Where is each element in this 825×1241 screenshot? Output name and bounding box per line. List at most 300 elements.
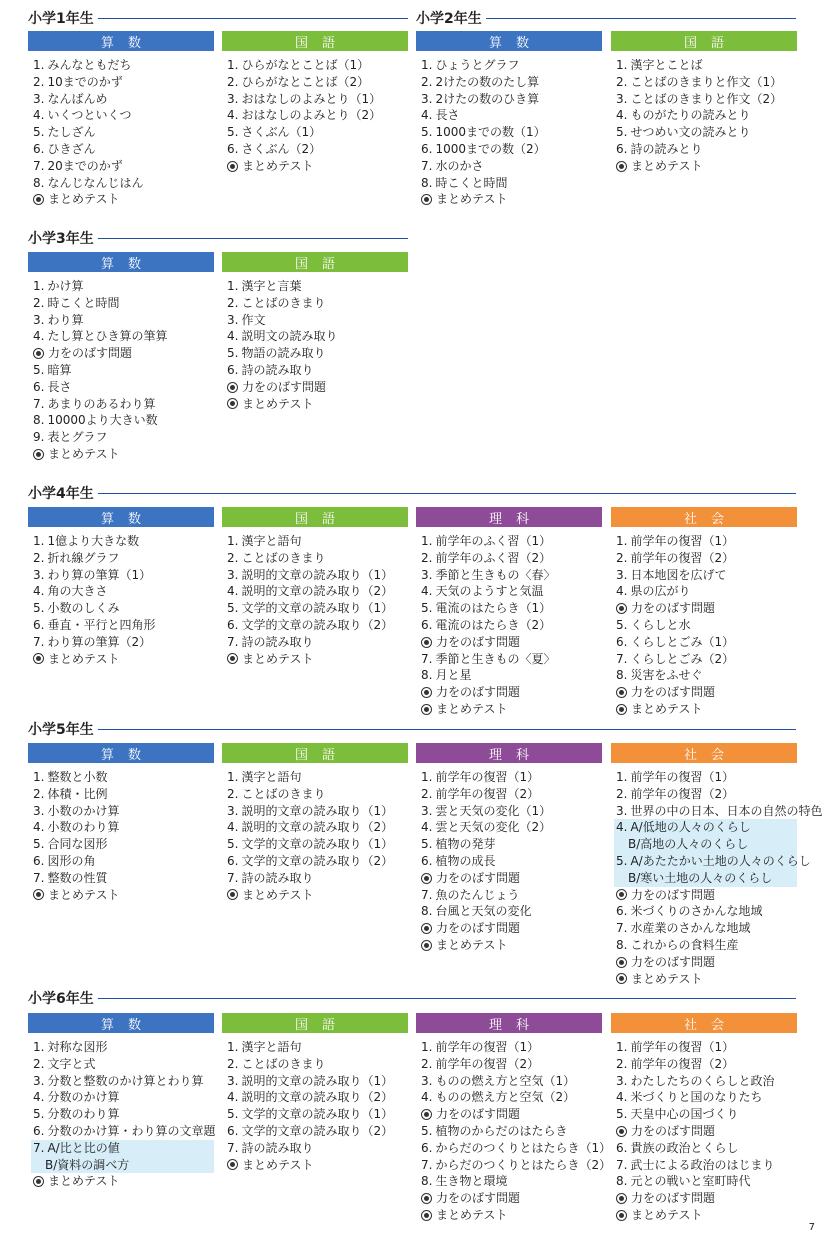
topic-item	[421, 567, 602, 584]
topic-item	[616, 937, 797, 954]
topic-label: わたしたちのくらしと政治	[630, 1073, 775, 1088]
topic-label: 時こくと時間	[435, 175, 508, 190]
japanese-header: 国語	[222, 743, 408, 763]
grade-1-title	[28, 8, 408, 28]
topic-item	[616, 1173, 797, 1190]
topic-number: 7.	[421, 158, 433, 173]
topic-item	[31, 1140, 214, 1157]
topic-item	[227, 853, 408, 870]
topic-number: 4.	[421, 820, 433, 835]
topic-item	[616, 769, 797, 786]
topic-item	[33, 278, 214, 295]
topic-label: 力をのばす問題	[48, 346, 133, 361]
topic-label: 武士による政治のはじまり	[630, 1157, 775, 1172]
topic-label: まとめテスト	[48, 887, 120, 902]
topic-label: 長さ	[435, 108, 460, 123]
topic-label: まとめテスト	[631, 158, 703, 173]
topic-label: 整数と小数	[47, 770, 108, 784]
topic-item	[33, 550, 214, 567]
grade-5-title	[28, 719, 796, 739]
topic-label: 季節と生きもの〈夏〉	[435, 651, 556, 666]
topic-label: ものの燃え方と空気（2）	[435, 1090, 576, 1105]
topic-item	[33, 887, 214, 904]
topic-item	[421, 57, 602, 74]
bullet-circle-icon	[227, 889, 238, 900]
topic-number: 1.	[33, 770, 45, 784]
topic-number: 6.	[227, 362, 239, 377]
topic-item	[227, 803, 408, 820]
topic-label: これからの食料生産	[630, 937, 739, 952]
topic-label: 文学的文章の読み取り（2）	[241, 617, 394, 632]
japanese-header: 国語	[222, 31, 408, 51]
bullet-circle-icon	[421, 687, 432, 698]
math-topic-list	[28, 57, 214, 208]
topic-label: まとめテスト	[436, 192, 508, 207]
topic-label: たし算とひき算の筆算	[47, 329, 168, 344]
topic-label: わり算	[47, 312, 84, 327]
topic-item	[227, 362, 408, 379]
topic-item	[421, 1056, 602, 1073]
topic-number: 2.	[616, 74, 628, 89]
topic-item	[33, 567, 214, 584]
bullet-circle-icon	[421, 1109, 432, 1120]
topic-item	[616, 803, 823, 820]
topic-label: ものの燃え方と空気（1）	[435, 1073, 576, 1088]
bullet-circle-icon	[421, 637, 432, 648]
bullet-circle-icon	[33, 194, 44, 205]
topic-label: 詩の読み取り	[241, 870, 314, 885]
topic-item	[421, 583, 602, 600]
topic-label: 漢字とことば	[630, 58, 703, 72]
topic-label: 生き物と環境	[435, 1174, 508, 1189]
topic-item	[33, 600, 214, 617]
topic-item	[614, 870, 797, 887]
topic-item	[616, 567, 797, 584]
japanese-topic-list	[222, 57, 408, 175]
japanese-header: 国語	[222, 507, 408, 527]
topic-number: 2.	[33, 74, 45, 89]
topic-label: さくぶん（2）	[241, 141, 322, 156]
topic-item	[616, 1039, 797, 1056]
topic-item	[227, 379, 408, 396]
topic-label: 米づくりのさかんな地域	[630, 904, 763, 919]
topic-label: 合同な図形	[47, 837, 108, 852]
topic-label: 表とグラフ	[47, 430, 108, 445]
grade-2-title	[416, 8, 796, 28]
topic-item	[616, 701, 797, 718]
bullet-circle-icon	[616, 1210, 627, 1221]
topic-item	[227, 345, 408, 362]
topic-label: 体積・比例	[47, 786, 108, 801]
topic-item	[616, 124, 797, 141]
topic-number: 2.	[616, 550, 628, 565]
grade-2-title-text: 小学2年生	[416, 11, 482, 27]
topic-number: 6.	[33, 141, 45, 156]
topic-number: 6.	[616, 904, 628, 919]
topic-number: 6.	[421, 141, 433, 156]
grade-1-math	[28, 31, 214, 208]
topic-label: 説明的文章の読み取り（1）	[241, 1073, 394, 1088]
science-topic-list	[416, 769, 602, 954]
topic-label: 暗算	[47, 362, 72, 377]
topic-item	[33, 1123, 214, 1140]
topic-label: 小数のわり算	[47, 820, 120, 835]
topic-label: 前学年の復習（2）	[435, 1056, 540, 1071]
topic-label: まとめテスト	[242, 1157, 314, 1172]
topic-item	[227, 533, 408, 550]
topic-number: 2.	[616, 1056, 628, 1071]
topic-label: A/低地の人々のくらし	[630, 820, 751, 835]
topic-label: 世界の中の日本、日本の自然の特色	[630, 803, 823, 818]
social-header: 社会	[611, 507, 797, 527]
topic-item	[616, 954, 797, 971]
topic-number: 2.	[33, 295, 45, 310]
topic-label: 物語の読み取り	[241, 346, 326, 361]
topic-label: 前学年の復習（2）	[630, 550, 735, 565]
topic-item	[421, 634, 602, 651]
topic-label: くらしと水	[630, 617, 691, 632]
topic-label: 1000までの数（2）	[435, 141, 546, 156]
topic-item	[421, 836, 602, 853]
topic-number: 3.	[421, 567, 433, 582]
topic-number: 5.	[33, 362, 45, 377]
topic-item	[421, 191, 602, 208]
topic-item	[616, 684, 797, 701]
topic-label: 2けたの数のひき算	[435, 91, 540, 106]
topic-number: 5.	[616, 617, 628, 632]
topic-item	[33, 870, 214, 887]
topic-item	[33, 124, 214, 141]
topic-label: ことばのきまり	[241, 786, 326, 801]
topic-number: 8.	[616, 1174, 628, 1189]
topic-number: 3.	[616, 91, 628, 106]
topic-label: 説明的文章の読み取り（2）	[241, 584, 394, 599]
topic-item	[33, 107, 214, 124]
topic-number: 3.	[616, 1073, 628, 1088]
topic-number: 2.	[33, 786, 45, 801]
math-topic-list	[28, 1039, 214, 1190]
topic-label: まとめテスト	[242, 396, 314, 411]
topic-number: 4.	[227, 584, 239, 599]
topic-label: 1000までの数（1）	[435, 125, 546, 140]
math-topic-list	[416, 57, 602, 208]
topic-number: 1.	[227, 279, 239, 293]
topic-number: 1.	[33, 58, 45, 72]
topic-label: なんばんめ	[47, 91, 108, 106]
topic-label: 折れ線グラフ	[47, 550, 120, 565]
topic-item	[33, 74, 214, 91]
topic-label: 文学的文章の読み取り（1）	[241, 1107, 394, 1122]
topic-number: 4.	[227, 1090, 239, 1105]
grade-3-japanese	[222, 252, 408, 412]
topic-item	[421, 600, 602, 617]
grade-6-title	[28, 988, 796, 1008]
topic-number: 4.	[616, 108, 628, 123]
topic-item	[421, 1207, 602, 1224]
topic-number: 3.	[227, 1073, 239, 1088]
topic-number: 4.	[616, 820, 628, 835]
topic-item	[33, 651, 214, 668]
topic-label: ひらがなとことば（1）	[241, 58, 370, 72]
social-topic-list	[611, 769, 823, 987]
topic-item	[33, 312, 214, 329]
grade-4-japanese	[222, 507, 408, 667]
topic-label: 詩の読み取り	[241, 362, 314, 377]
topic-number: 6.	[33, 379, 45, 394]
topic-label: かけ算	[47, 279, 84, 293]
topic-number: 4.	[421, 584, 433, 599]
math-header: 算数	[28, 743, 214, 763]
topic-label: まとめテスト	[631, 701, 703, 716]
topic-item	[33, 1073, 214, 1090]
topic-label: 説明的文章の読み取り（2）	[241, 1090, 394, 1105]
topic-label: 力をのばす問題	[631, 1191, 716, 1206]
grade-5-math	[28, 743, 214, 903]
topic-item	[616, 57, 797, 74]
topic-label: 県の広がり	[630, 584, 691, 599]
topic-number: 1.	[616, 1040, 628, 1054]
topic-item	[421, 1089, 602, 1106]
topic-item	[33, 91, 214, 108]
topic-label: まとめテスト	[242, 887, 314, 902]
grade-3-title-text: 小学3年生	[28, 231, 94, 247]
topic-number: 6.	[421, 853, 433, 868]
topic-item	[421, 91, 602, 108]
topic-label: 魚のたんじょう	[435, 887, 520, 902]
topic-item	[33, 175, 214, 192]
topic-label: 日本地図を広げて	[630, 567, 727, 582]
topic-number: 5.	[33, 1107, 45, 1122]
math-header: 算数	[416, 31, 602, 51]
topic-item	[33, 191, 214, 208]
grade-2-japanese	[611, 31, 797, 175]
topic-number: 1.	[33, 279, 45, 293]
topic-item	[33, 1106, 214, 1123]
topic-label: 天皇中心の国づくり	[630, 1107, 739, 1122]
topic-item	[616, 651, 797, 668]
topic-label: 前学年の復習（1）	[630, 1040, 735, 1054]
bullet-circle-icon	[616, 1193, 627, 1204]
grade-1-title-text: 小学1年生	[28, 11, 94, 27]
topic-item	[616, 1073, 797, 1090]
topic-label: 作文	[241, 312, 266, 327]
topic-item	[421, 819, 602, 836]
topic-item	[421, 1140, 612, 1157]
topic-label: まとめテスト	[436, 1207, 508, 1222]
topic-number: 3.	[421, 1073, 433, 1088]
topic-label: ことばのきまり	[241, 550, 326, 565]
topic-label: ひょうとグラフ	[435, 58, 520, 72]
topic-label: 力をのばす問題	[436, 1107, 521, 1122]
topic-item	[33, 345, 214, 362]
topic-number: 5.	[421, 601, 433, 616]
grade-3-rule	[98, 238, 408, 239]
topic-number: 6.	[421, 1140, 433, 1155]
topic-label: 月と星	[435, 668, 472, 683]
bullet-circle-icon	[616, 957, 627, 968]
topic-item	[33, 379, 214, 396]
topic-item	[421, 550, 602, 567]
topic-number: 7.	[421, 651, 433, 666]
topic-item	[33, 1173, 214, 1190]
topic-item	[31, 1157, 214, 1174]
topic-label: 説明的文章の読み取り（1）	[241, 803, 394, 818]
topic-label: 説明的文章の読み取り（2）	[241, 820, 394, 835]
topic-label: まとめテスト	[631, 971, 703, 986]
topic-item	[421, 684, 602, 701]
science-header: 理科	[416, 743, 602, 763]
topic-label: 水のかさ	[435, 158, 484, 173]
topic-label: 分数のわり算	[47, 1107, 120, 1122]
topic-item	[421, 107, 602, 124]
topic-item	[227, 1106, 408, 1123]
topic-label: 力をのばす問題	[436, 870, 521, 885]
topic-number: 1.	[421, 1040, 433, 1054]
topic-number: 6.	[227, 853, 239, 868]
topic-label: 詩の読み取り	[241, 1140, 314, 1155]
topic-label: 前学年の復習（2）	[630, 786, 735, 801]
bullet-circle-icon	[421, 704, 432, 715]
topic-number: 2.	[421, 74, 433, 89]
topic-label: 小数のかけ算	[47, 803, 120, 818]
math-topic-list	[28, 278, 214, 463]
math-header: 算数	[28, 1013, 214, 1033]
topic-label: 力をのばす問題	[436, 634, 521, 649]
topic-item	[227, 396, 408, 413]
social-header: 社会	[611, 1013, 797, 1033]
topic-number: 6.	[421, 617, 433, 632]
topic-number: 4.	[33, 1090, 45, 1105]
grade-2-math	[416, 31, 602, 208]
topic-number: 7.	[616, 921, 628, 936]
bullet-circle-icon	[616, 161, 627, 172]
topic-label: B/寒い土地の人々のくらし	[628, 870, 773, 885]
topic-item	[616, 887, 797, 904]
topic-item	[616, 667, 797, 684]
grade-4-title-text: 小学4年生	[28, 486, 94, 502]
topic-number: 4.	[616, 584, 628, 599]
topic-item	[227, 1157, 408, 1174]
topic-label: 季節と生きもの〈春〉	[435, 567, 556, 582]
topic-item	[227, 124, 408, 141]
topic-number: 1.	[616, 534, 628, 548]
topic-label: 分数と整数のかけ算とわり算	[47, 1073, 204, 1088]
topic-number: 3.	[33, 1073, 45, 1088]
topic-label: わり算の筆算（1）	[47, 567, 152, 582]
topic-item	[421, 651, 602, 668]
topic-item	[421, 141, 602, 158]
topic-label: まとめテスト	[48, 192, 120, 207]
grade-3-math	[28, 252, 214, 463]
topic-number: 4.	[33, 108, 45, 123]
bullet-circle-icon	[616, 1126, 627, 1137]
topic-item	[616, 107, 797, 124]
topic-item	[421, 175, 602, 192]
topic-number: 8.	[421, 1174, 433, 1189]
topic-number: 3.	[227, 312, 239, 327]
topic-number: 4.	[33, 820, 45, 835]
grade-4-math	[28, 507, 214, 667]
topic-number: 8.	[421, 175, 433, 190]
topic-label: 前学年のふく習（2）	[435, 550, 552, 565]
topic-item	[421, 74, 602, 91]
topic-number: 5.	[616, 125, 628, 140]
topic-item	[616, 1106, 797, 1123]
japanese-topic-list	[222, 1039, 408, 1173]
grade-1-rule	[98, 18, 408, 19]
topic-label: なんじなんじはん	[47, 175, 144, 190]
topic-item	[227, 634, 408, 651]
grade-4-title	[28, 483, 796, 503]
topic-label: 力をのばす問題	[436, 1191, 521, 1206]
topic-label: 2けたの数のたし算	[435, 74, 540, 89]
topic-item	[33, 819, 214, 836]
bullet-circle-icon	[616, 973, 627, 984]
topic-label: まとめテスト	[436, 937, 508, 952]
topic-item	[33, 1039, 214, 1056]
topic-number: 7.	[33, 158, 45, 173]
social-topic-list	[611, 533, 797, 718]
page-number: 7	[808, 1222, 815, 1233]
topic-label: ことばのきまりと作文（2）	[630, 91, 783, 106]
topic-label: あまりのあるわり算	[47, 396, 156, 411]
topic-number: 6.	[33, 853, 45, 868]
topic-item	[421, 920, 602, 937]
topic-number: 4.	[33, 584, 45, 599]
topic-item	[227, 819, 408, 836]
bullet-circle-icon	[421, 1210, 432, 1221]
bullet-circle-icon	[33, 449, 44, 460]
bullet-circle-icon	[227, 161, 238, 172]
grade-4-social	[611, 507, 797, 718]
topic-number: 7.	[33, 396, 45, 411]
social-topic-list	[611, 1039, 797, 1224]
topic-number: 3.	[33, 803, 45, 818]
topic-number: 1.	[227, 534, 239, 548]
topic-item	[33, 295, 214, 312]
topic-number: 5.	[33, 125, 45, 140]
bullet-circle-icon	[227, 1159, 238, 1170]
topic-label: 前学年の復習（1）	[630, 770, 735, 784]
topic-label: おはなしのよみとり（2）	[241, 108, 382, 123]
topic-label: 前学年の復習（1）	[435, 1040, 540, 1054]
topic-number: 5.	[227, 601, 239, 616]
topic-number: 2.	[421, 786, 433, 801]
topic-item	[616, 1190, 797, 1207]
topic-item	[614, 819, 797, 836]
topic-item	[227, 836, 408, 853]
topic-label: 台風と天気の変化	[435, 904, 532, 919]
topic-label: さくぶん（1）	[241, 125, 322, 140]
topic-number: 2.	[421, 550, 433, 565]
topic-label: 文学的文章の読み取り（2）	[241, 853, 394, 868]
topic-item	[421, 667, 602, 684]
topic-item	[616, 971, 797, 988]
topic-label: 10000より大きい数	[47, 413, 158, 428]
math-topic-list	[28, 533, 214, 667]
grade-5-social	[611, 743, 823, 987]
topic-item	[421, 803, 602, 820]
topic-item	[33, 533, 214, 550]
topic-item	[616, 600, 797, 617]
topic-number: 1.	[227, 1040, 239, 1054]
japanese-header: 国語	[611, 31, 797, 51]
topic-item	[227, 550, 408, 567]
topic-item	[33, 396, 214, 413]
topic-item	[421, 1123, 602, 1140]
topic-item	[33, 1056, 214, 1073]
grade-5-rule	[98, 729, 796, 730]
